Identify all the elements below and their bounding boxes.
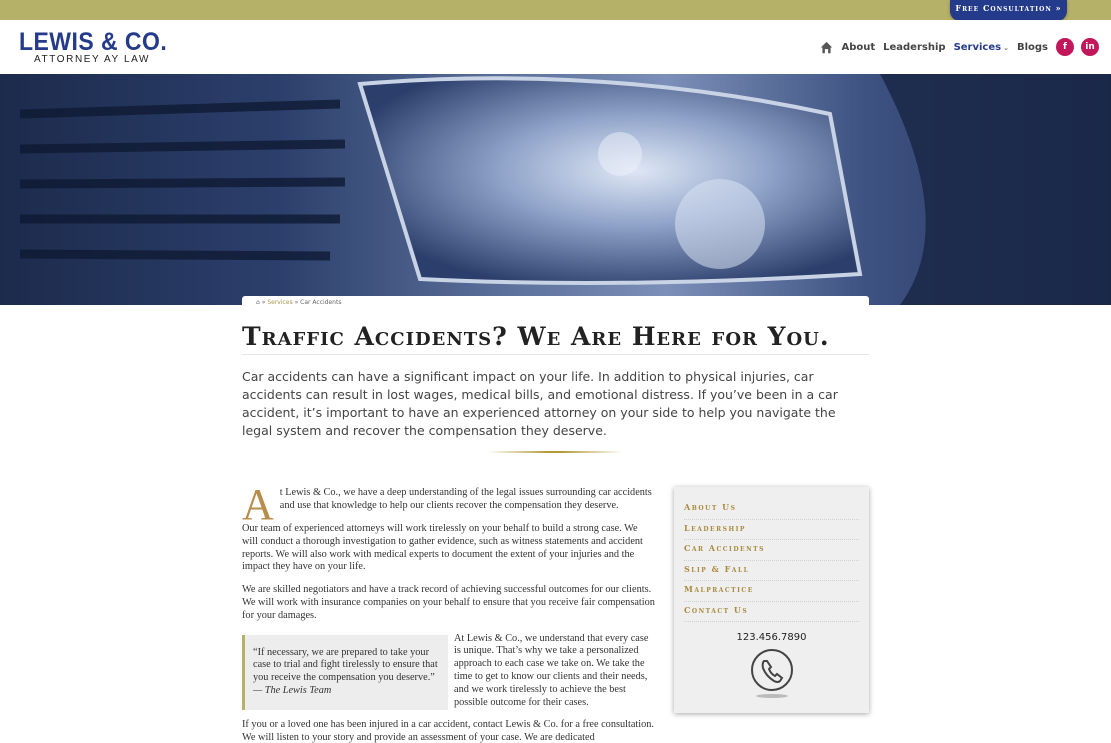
page-title: Traffic Accidents? We Are Here for You. bbox=[242, 322, 869, 355]
article-paragraph bbox=[242, 480, 655, 529]
breadcrumb-services[interactable]: Services bbox=[267, 299, 293, 306]
logo-title: LEWIS & CO. bbox=[19, 28, 168, 56]
article-paragraph: If you or a loved one has been injured in a car accident, contact Lewis & Co. for a free consultation. We will listen to your story and provide an assessment of your case. We are dedicated bbox=[242, 719, 655, 743]
phone-number[interactable]: 123.456.7890 bbox=[736, 632, 807, 643]
article-paragraph: Our team of experienced attorneys will work tirelessly on your behalf to build a strong case. We will conduct a thorough investigation to gather evidence, such as witness statements and accident reports. We will also work with medical experts to document the extent of your injuries and the impact they have on your life. bbox=[242, 523, 643, 573]
breadcrumb bbox=[242, 296, 869, 308]
site-header bbox=[0, 20, 1111, 74]
car-headlight-image bbox=[0, 74, 1111, 305]
pull-quote-text: “If necessary, we are prepared to take your case to trial and fight tirelessly to ensure that you receive the compensation you deserve.” bbox=[253, 646, 438, 684]
nav-item-leadership[interactable]: Leadership bbox=[883, 41, 946, 53]
top-bar bbox=[0, 0, 1111, 20]
article-paragraph: We are skilled negotiators and have a track record of achieving successful outcomes for our clients. We will work with insurance companies on your behalf to ensure that you receive fair compensation for your damages. bbox=[242, 584, 655, 621]
hero-image bbox=[0, 74, 1111, 305]
home-icon[interactable] bbox=[820, 41, 833, 54]
breadcrumb-separator: » bbox=[261, 299, 266, 306]
nav-item-about[interactable]: About bbox=[841, 41, 876, 53]
sidebar-item-about-us[interactable]: About Us bbox=[684, 499, 859, 520]
nav-item-blogs[interactable]: Blogs bbox=[1016, 41, 1048, 53]
sidebar-item-slip-fall[interactable]: Slip & Fall bbox=[684, 561, 859, 582]
logo[interactable] bbox=[19, 29, 180, 65]
section-divider bbox=[487, 451, 623, 453]
nav-item-services-label: Services bbox=[953, 41, 1002, 53]
sidebar-item-contact-us[interactable]: Contact Us bbox=[684, 602, 859, 623]
facebook-icon[interactable]: f bbox=[1056, 38, 1074, 56]
article-paragraph: At Lewis & Co., we understand that every case is unique. That’s why we take a personalized approach to each case we take on. We take the time to get to know our clients and their needs, and we work tirelessly to achieve the best possible outcome for their cases. bbox=[454, 632, 649, 708]
main-nav bbox=[820, 37, 1099, 57]
lead-paragraph: Car accidents can have a significant impact on your life. In addition to physical injuries, car accidents can result in lost wages, medical bills, and emotional distress. If you’ve been in a car accident, it’s important to have an experienced attorney on your side to help you navigate the legal system and recover the compensation they deserve. bbox=[242, 369, 838, 438]
chevron-down-icon: ⌄ bbox=[1003, 43, 1009, 52]
breadcrumb-separator: » bbox=[294, 299, 299, 306]
phone-icon[interactable] bbox=[749, 648, 795, 700]
pull-quote bbox=[242, 635, 448, 710]
pull-quote-cite: — The Lewis Team bbox=[253, 684, 332, 696]
breadcrumb-current: Car Accidents bbox=[300, 299, 342, 306]
logo-subtitle: ATTORNEY AY LAW bbox=[34, 54, 151, 65]
free-consultation-button[interactable]: Free Consultation » bbox=[950, 0, 1067, 21]
linkedin-icon[interactable]: in bbox=[1081, 38, 1099, 56]
article-paragraph-text: t Lewis & Co., we have a deep understanding of the legal issues surrounding car accidents and use that knowledge to help our clients recover the compensation they deserve. bbox=[279, 487, 652, 511]
services-sidebar bbox=[674, 487, 869, 713]
sidebar-item-leadership[interactable]: Leadership bbox=[684, 520, 859, 541]
nav-item-services[interactable] bbox=[954, 42, 1009, 53]
breadcrumb-home-icon[interactable]: ⌂ bbox=[256, 299, 260, 306]
sidebar-item-malpractice[interactable]: Malpractice bbox=[684, 581, 859, 602]
sidebar-item-car-accidents[interactable]: Car Accidents bbox=[684, 540, 859, 561]
drop-cap: A bbox=[242, 480, 274, 529]
article-body bbox=[242, 480, 655, 743]
